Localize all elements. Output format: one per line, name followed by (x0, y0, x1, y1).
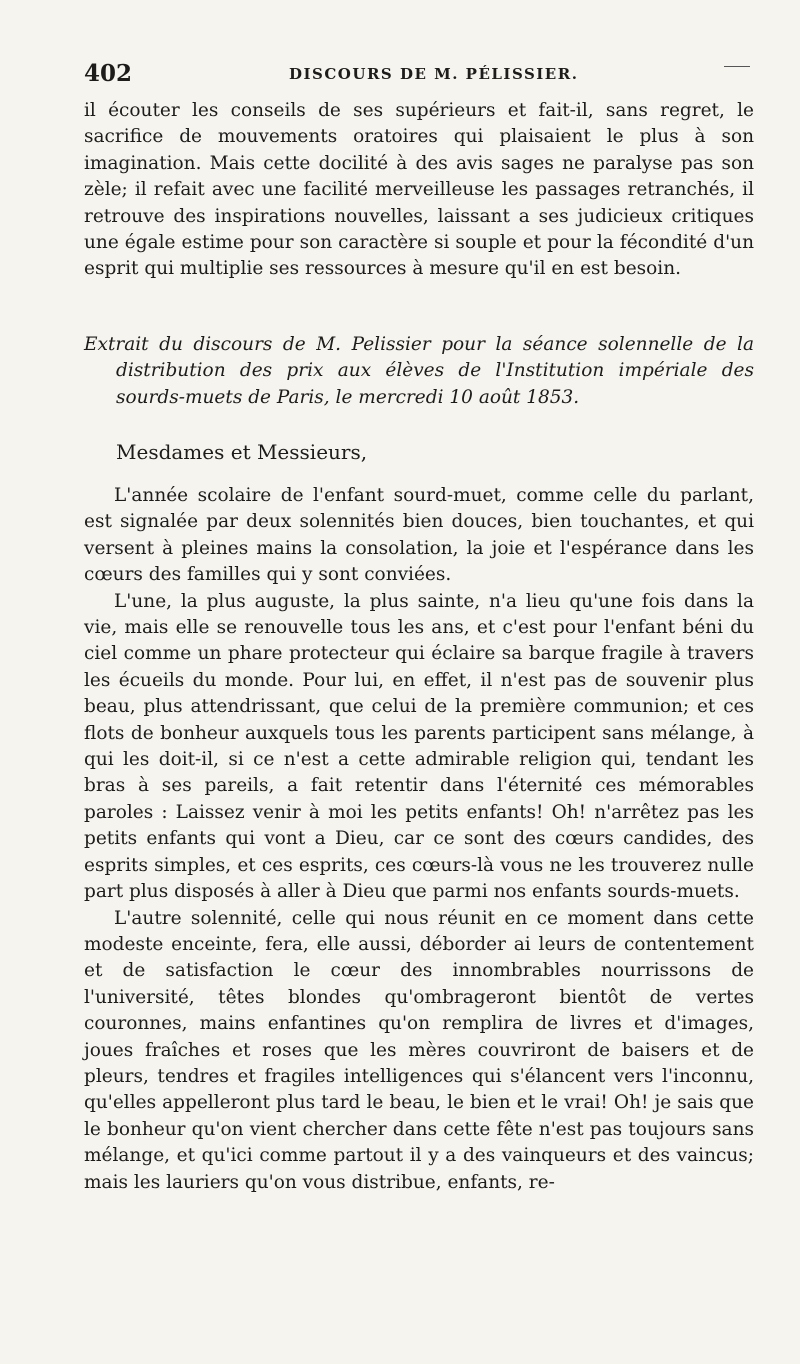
header-rule (724, 66, 750, 67)
excerpt-heading (84, 332, 754, 411)
running-head: DISCOURS DE M. PÉLISSIER. (289, 65, 579, 83)
speech-paragraph: L'année scolaire de l'enfant sourd-muet, comme celle du parlant, est signalée par deux solennités bien douces, bien touchantes, et qui versent à pleines mains la consolation, la joie et l'espérance dans les cœurs des familles qui y sont conviées. (84, 485, 754, 586)
speech-paragraph: L'autre solennité, celle qui nous réunit en ce moment dans cette modeste enceinte, fera, elle aussi, déborder ai leurs de contentement et de satisfaction le cœur des innombrables nourrissons de l'université, têtes blondes qu'ombrageront bientôt de vertes couronnes, mains enfantines qu'on remplira de livres et d'images, joues fraîches et roses que les mères couvriront de baisers et de pleurs, tendres et fragiles intelligences qui s'élancent vers l'inconnu, qu'elles appelleront plus tard le beau, le bien et le vrai! Oh! je sais que le bonheur qu'on vient chercher dans cette fête n'est pas toujours sans mélange, et qu'ici comme partout il y a des vainqueurs et des vaincus; mais les lauriers qu'on vous distribue, enfants, re- (84, 907, 754, 1193)
intro-paragraph (84, 98, 754, 283)
speech-body (84, 483, 754, 1196)
page-number: 402 (84, 60, 133, 87)
intro-text: il écouter les conseils de ses supérieurs et fait-il, sans regret, le sacrifice de mouvements oratoires qui plaisaient le plus à son imagination. Mais cette docilité à des avis sages ne paralyse pas son zèle; il refait avec une facilité merveilleuse les passages retranchés, il retrouve des inspirations nouvelles, laissant a ses judicieux critiques une égale estime pour son caractère si souple et pour la fécondité d'un esprit qui multiplie ses ressources à mesure qu'il en est besoin. (84, 100, 754, 280)
excerpt-heading-text: Extrait du discours de M. Pelissier pour la séance solennelle de la distribution des prix aux élèves de l'Institution impériale des sourds-muets de Paris, le mercredi 10 août 1853. (84, 334, 754, 408)
page-header (84, 60, 754, 90)
salutation: Mesdames et Messieurs, (116, 440, 368, 464)
speech-paragraph: L'une, la plus auguste, la plus sainte, n'a lieu qu'une fois dans la vie, mais elle se renouvelle tous les ans, et c'est pour l'enfant béni du ciel comme un phare protecteur qui éclaire sa barque fragile à travers les écueils du monde. Pour lui, en effet, il n'est pas de souvenir plus beau, plus attendrissant, que celui de la première communion; et ces flots de bonheur auxquels tous les parents participent sans mélange, à qui les doit-il, si ce n'est a cette admirable religion qui, tendant les bras à ses pareils, a fait retentir dans l'éternité ces mémorables paroles : Laissez venir à moi les petits enfants! Oh! n'arrêtez pas les petits enfants qui vont a Dieu, car ce sont des cœurs candides, des esprits simples, et ces esprits, ces cœurs-là vous ne les trouverez nulle part plus disposés à aller à Dieu que parmi nos enfants sourds-muets. (84, 590, 754, 903)
